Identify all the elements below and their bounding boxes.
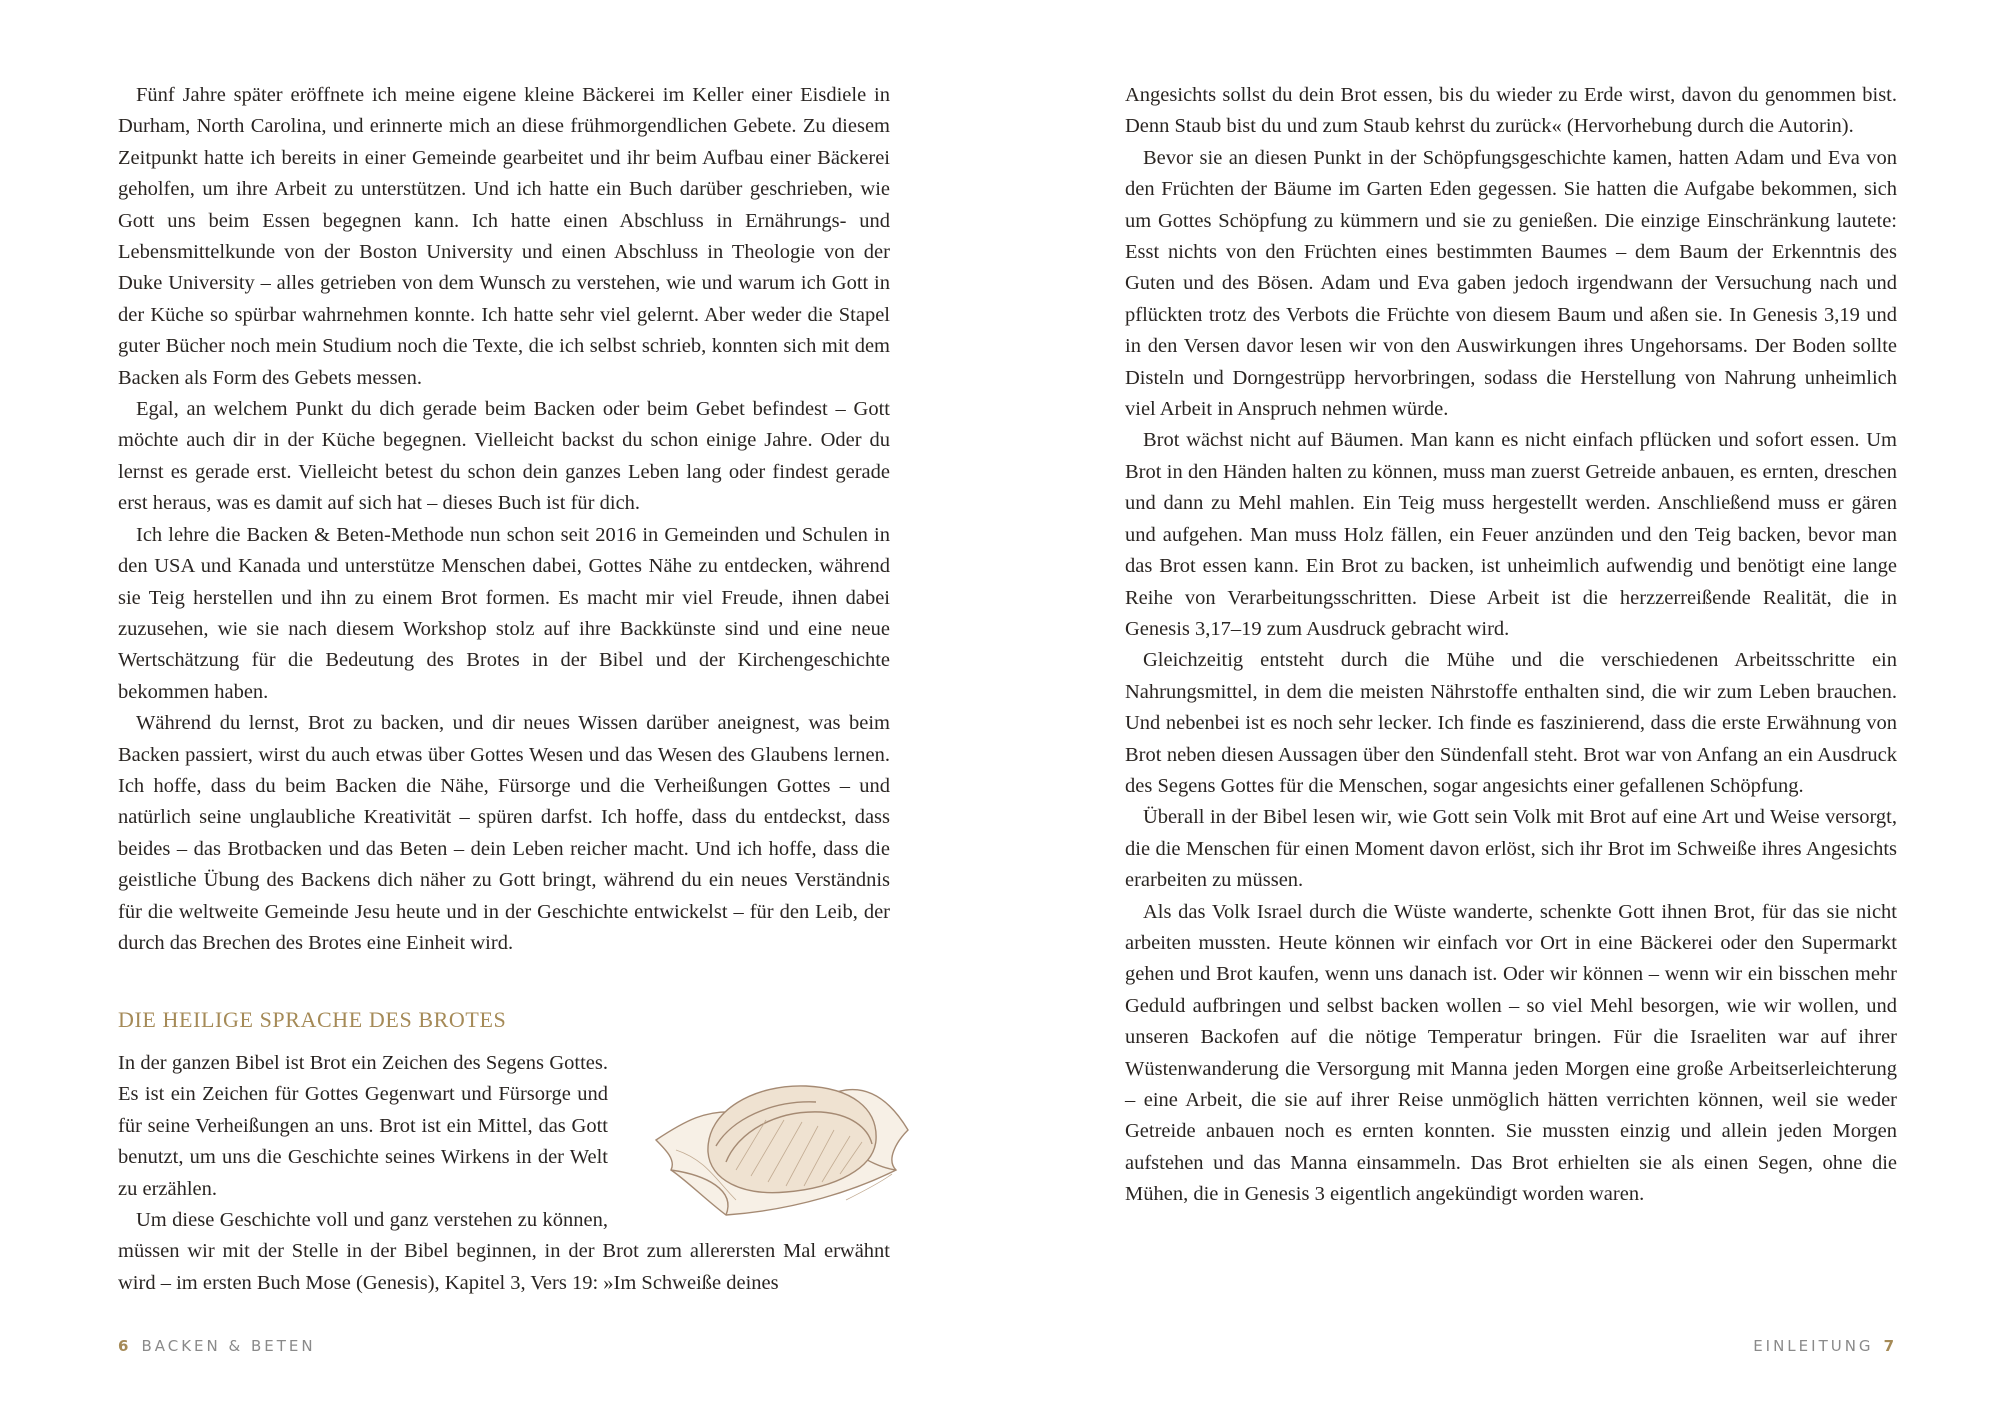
right-paragraph-1: Angesichts sollst du dein Brot essen, bis du wieder zu Erde wirst, davon du genommen bist. Denn Staub bist du und zum Staub kehrst du zurück« (Hervorhebung durch die Autorin).: [1125, 84, 1897, 138]
right-paragraph-4: Gleichzeitig entsteht durch die Mühe und die verschiedenen Arbeitsschritte ein Nahrungsmittel, in dem die meisten Nährstoffe enthalten sind, die wir zum Leben brauchen. Und nebenbei ist es noch sehr lecker. Ich finde es faszinierend, dass die erste Erwähnung von Brot neben diesen Aussagen über den Sündenfall steht. Brot war von Anfang an ein Ausdruck des Segens Gottes für die Menschen, sogar angesichts einer gefallenen Schöpfung.: [1125, 649, 1897, 797]
right-running-title: EINLEITUNG: [1753, 1337, 1874, 1355]
bread-loaf-illustration: [646, 1050, 916, 1230]
right-paragraph-6: Als das Volk Israel durch die Wüste wanderte, schenkte Gott ihnen Brot, für das sie nicht arbeiten mussten. Heute können wir einfach vor Ort in eine Bäckerei oder den Supermarkt gehen und Brot kaufen, wenn uns danach ist. Oder wir können – wenn wir ein bisschen mehr Geduld aufbringen und selbst backen wollen – so viel Mehl besorgen, wie wir wollen, und unseren Backofen auf die nötige Temperatur bringen. Für die Israeliten war auf ihrer Wüstenwanderung die Versorgung mit Manna jeden Morgen eine große Arbeitserleichterung – eine Arbeit, die sie auf ihrer Reise unmöglich hätten verrichten können, weil sie weder Getreide anbauen noch es ernten konnten. Sie mussten einzig und allein jeden Morgen aufstehen und das Manna einsammeln. Das Brot erhielten sie als einen Segen, ohne die Mühen, die in Genesis 3 eigentlich angekündigt worden waren.: [1125, 900, 1897, 1206]
page-number-right: 7: [1883, 1337, 1897, 1355]
left-paragraph-4: Während du lernst, Brot zu backen, und dir neues Wissen darüber aneignest, was beim Backen passiert, wirst du auch etwas über Gottes Wesen und das Wesen des Glaubens lernen. Ich hoffe, dass du beim Backen die Nähe, Fürsorge und die Verheißungen Gottes – und natürlich seine unglaubliche Kreativität – spüren darfst. Ich hoffe, dass du entdeckst, dass beides – das Brotbacken und das Beten – dein Leben reicher macht. Und ich hoffe, dass die geistliche Übung des Backens dich näher zu Gott bringt, während du ein neues Verständnis für die weltweite Gemeinde Jesu heute und in der Geschichte entwickelst – für den Leib, der durch das Brechen des Brotes eine Einheit wird.: [118, 712, 890, 954]
page-number-left: 6: [118, 1337, 132, 1355]
left-paragraph-2: Egal, an welchem Punkt du dich gerade beim Backen oder beim Gebet befindest – Gott möchte auch dir in der Küche begegnen. Vielleicht backst du schon einige Jahre. Oder du lernst es gerade erst. Vielleicht betest du schon dein ganzes Leben lang oder findest gerade erst heraus, was es damit auf sich hat – dieses Buch ist für dich.: [118, 398, 890, 515]
right-paragraph-2: Bevor sie an diesen Punkt in der Schöpfungsgeschichte kamen, hatten Adam und Eva von den Früchten der Bäume im Garten Eden gegessen. Sie hatten die Aufgabe bekommen, sich um Gottes Schöpfung zu kümmern und sie zu genießen. Die einzige Einschränkung lautete: Esst nichts von den Früchten eines bestimmten Baumes – dem Baum der Erkenntnis des Guten und des Bösen. Adam und Eva gaben jedoch irgendwann der Versuchung nach und pflückten trotz des Verbots die Früchte von diesem Baum und aßen sie. In Genesis 3,19 und in den Versen davor lesen wir von den Auswirkungen ihres Ungehorsams. Der Boden sollte Disteln und Dorngestrüpp hervorbringen, sodass die Herstellung von Nahrung unheimlich viel Arbeit in Anspruch nehmen würde.: [1125, 146, 1897, 421]
section-paragraph-1: In der ganzen Bibel ist Brot ein Zeichen des Segens Gottes. Es ist ein Zeichen für Gottes Gegenwart und Fürsorge und für seine Verheißungen an uns. Brot ist ein Mittel, das Gott benutzt, um uns die Geschichte seines Wirkens in der Welt zu erzählen.: [118, 1052, 608, 1200]
left-paragraph-1: Fünf Jahre später eröffnete ich meine eigene kleine Bäckerei im Keller einer Eisdiele in Durham, North Carolina, und erinnerte mich an diese frühmorgendlichen Gebete. Zu diesem Zeitpunkt hatte ich bereits in einer Gemeinde gearbeitet und ihr beim Aufbau einer Bäckerei geholfen, um ihre Arbeit zu unterstützen. Und ich hatte ein Buch darüber geschrieben, wie Gott uns beim Essen begegnen kann. Ich hatte einen Abschluss in Ernährungs- und Lebensmittelkunde von der Boston University und einen Abschluss in Theologie von der Duke University – alles getrieben von dem Wunsch zu verstehen, wie und warum ich Gott in der Küche so spürbar wahrnehmen konnte. Ich hatte sehr viel gelernt. Aber weder die Stapel guter Bücher noch mein Studium noch die Texte, die ich selbst schrieb, konnten sich mit dem Backen als Form des Gebets messen.: [118, 84, 890, 389]
left-page: [118, 80, 890, 959]
left-footer: [118, 1337, 316, 1355]
right-page: [1125, 80, 1897, 1211]
right-footer: [1753, 1337, 1897, 1355]
left-paragraph-3: Ich lehre die Backen & Beten-Methode nun schon seit 2016 in Gemeinden und Schulen in den USA und Kanada und unterstütze Menschen dabei, Gottes Nähe zu entdecken, während sie Teig herstellen und ihn zu einem Brot formen. Es macht mir viel Freude, ihnen dabei zuzusehen, wie sie nach diesem Workshop stolz auf ihre Backkünste sind und eine neue Wertschätzung für die Bedeutung des Brotes in der Bibel und der Kirchengeschichte bekommen haben.: [118, 523, 890, 703]
section-paragraph-2: Um diese Geschichte voll und ganz verstehen zu können, müssen wir mit der Stelle in der Bibel beginnen, in der Brot zum allerersten Mal erwähnt wird – im ersten Buch Mose (Genesis), Kapitel 3, Vers 19: »Im Schweiße deines: [118, 1209, 890, 1294]
right-paragraph-5: Überall in der Bibel lesen wir, wie Gott sein Volk mit Brot auf eine Art und Weise versorgt, die die Menschen für einen Moment davon erlöst, sich ihr Brot im Schweiße ihres Angesichts erarbeiten zu müssen.: [1125, 806, 1897, 892]
section-heading: DIE HEILIGE SPRACHE DES BROTES: [118, 1007, 507, 1032]
left-running-title: BACKEN & BETEN: [141, 1337, 316, 1355]
right-paragraph-3: Brot wächst nicht auf Bäumen. Man kann es nicht einfach pflücken und sofort essen. Um Brot in den Händen halten zu können, muss man zuerst Getreide anbauen, es ernten, dreschen und dann zu Mehl mahlen. Ein Teig muss hergestellt werden. Anschließend muss er gären und aufgehen. Man muss Holz fällen, ein Feuer anzünden und den Teig backen, bevor man das Brot essen kann. Ein Brot zu backen, ist unheimlich aufwendig und benötigt eine lange Reihe von Verarbeitungsschritten. Diese Arbeit ist die herzzerreißende Realität, die in Genesis 3,17–19 zum Ausdruck gebracht wird.: [1125, 429, 1897, 640]
